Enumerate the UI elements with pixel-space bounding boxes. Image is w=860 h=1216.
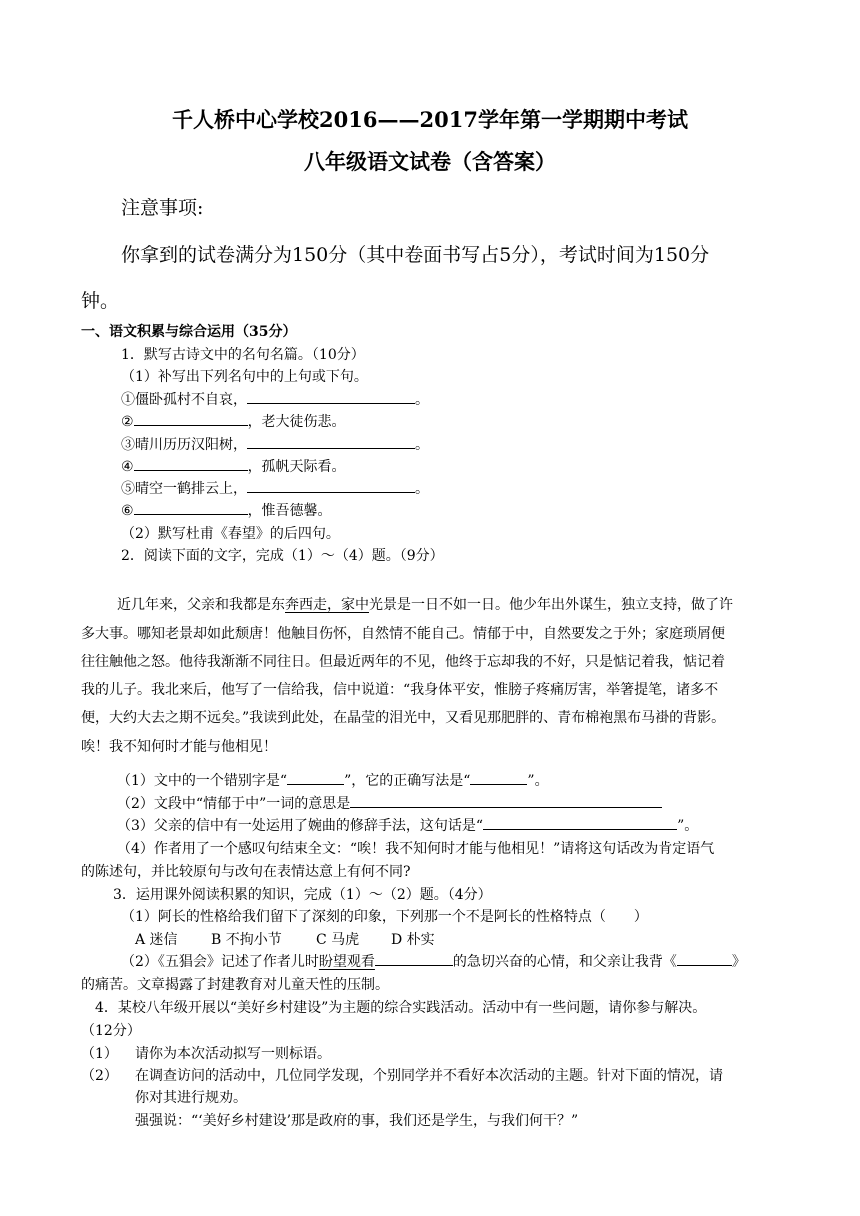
sub-question [117, 770, 549, 790]
notice-heading: 注意事项: [121, 197, 204, 219]
passage-line: 往往触他之怒。他待我渐渐不同往日。但最近两年的不见，他终于忘却我的不好，只是惦记着我，惦记着 [81, 654, 725, 670]
passage-line: 便，大约大去之期不远矣。”我读到此处，在晶莹的泪光中，又看见那肥胖的、青布棉袍黑布马褂的背影。 [81, 710, 726, 726]
answer-blank[interactable] [483, 815, 677, 830]
sub-question: 请你为本次活动拟写一则标语。 [135, 1046, 331, 1062]
question-text: （2）文段中“情郁于中”一词的意思是 [117, 796, 351, 812]
section-heading: 一、语文积累与综合运用（35分） [81, 324, 297, 340]
passage-line: 多大事。哪知老景却如此颓唐！他触目伤怀，自然情不能自己。情郁于中，自然要发之于外；家庭琐屑便 [81, 626, 725, 642]
underlined-text: 盼望观看 [318, 954, 375, 970]
question-text: 的急切兴奋的心情，和父亲让我背《 [452, 954, 677, 970]
fill-line [121, 456, 346, 476]
option-b[interactable]: B 不拘小节 [211, 932, 282, 948]
fill-text: ⑤晴空一鹤排云上， [121, 481, 247, 497]
answer-blank[interactable] [247, 478, 415, 493]
fill-text: 。 [415, 437, 429, 453]
notice-line: 你拿到的试卷满分为150分（其中卷面书写占5分），考试时间为150分 [121, 244, 710, 266]
answer-blank[interactable] [677, 951, 732, 966]
exam-title: 千人桥中心学校2016——2017学年第一学期期中考试 [172, 107, 688, 132]
answer-blank[interactable] [247, 434, 415, 449]
passage-text: 近几年来，父亲和我都是东 [117, 597, 285, 613]
fill-text: 。 [415, 392, 429, 408]
fill-text: ⑥ [121, 503, 134, 519]
fill-text: ①僵卧孤村不自哀， [121, 392, 247, 408]
option-d[interactable]: D 朴实 [391, 932, 435, 948]
sub-question: 在调查访问的活动中，几位同学发现，个别同学并不看好本次活动的主题。针对下面的情况，请 [135, 1068, 723, 1084]
answer-blank[interactable] [134, 456, 248, 471]
answer-blank[interactable] [134, 500, 248, 515]
sub-question: 你对其进行规劝。 [135, 1090, 247, 1106]
question-text: ”。 [527, 773, 549, 789]
fill-line [121, 411, 346, 431]
question-title: 2．阅读下面的文字，完成（1）～（4）题。（9分） [121, 548, 444, 564]
fill-line [121, 478, 429, 498]
question-text: （3）父亲的信中有一处运用了婉曲的修辞手法，这句话是“ [117, 818, 484, 834]
fill-line [121, 434, 429, 454]
passage-text: 光景是一日不如一日。他少年出外谋生，独立支持，做了许 [369, 597, 733, 613]
question-text: ”，它的正确写法是“ [344, 773, 471, 789]
sub-question: 的痛苦。文章揭露了封建教育对儿童天性的压制。 [81, 977, 389, 993]
option-c[interactable]: C 马虎 [316, 932, 360, 948]
sub-number: （2） [81, 1068, 118, 1084]
sub-question: （4）作者用了一个感叹句结束全文：“唉！我不知何时才能与他相见！”请将这句话改为肯定语气 [117, 841, 715, 857]
fill-text: ② [121, 414, 134, 430]
answer-blank[interactable] [134, 411, 248, 426]
answer-blank[interactable] [287, 770, 344, 785]
sub-number: （1） [81, 1046, 118, 1062]
question-text: （1）文中的一个错别字是“ [117, 773, 288, 789]
option-a[interactable]: A 迷信 [135, 932, 178, 948]
question-title: 3．运用课外阅读积累的知识，完成（1）～（2）题。（4分） [113, 887, 492, 903]
sub-question [121, 951, 746, 971]
quote-line: 强强说：“‘美好乡村建设’那是政府的事，我们还是学生，与我们何干？” [135, 1113, 579, 1129]
fill-text: ，老大徒伤悲。 [247, 414, 346, 430]
question-sub: （1）补写出下列名句中的上句或下句。 [121, 369, 368, 385]
question-sub: （2）默写杜甫《春望》的后四句。 [121, 526, 340, 542]
fill-text: 。 [415, 481, 429, 497]
fill-line [121, 500, 332, 520]
sub-question [117, 815, 698, 835]
passage-line: 唉！我不知何时才能与他相见！ [81, 739, 277, 755]
sub-question [117, 793, 662, 813]
passage-line: 我的儿子。我北来后，他写了一信给我，信中说道：“我身体平安，惟膀子疼痛厉害，举箸提笔，诸多不 [81, 682, 719, 698]
notice-line: 钟。 [81, 290, 120, 312]
sub-question: 的陈述句，并比较原句与改句在表情达意上有何不同? [81, 864, 411, 880]
answer-blank[interactable] [470, 770, 527, 785]
question-title: 4．某校八年级开展以“美好乡村建设”为主题的综合实践活动。活动中有一些问题，请你参与解决。 [95, 1000, 707, 1016]
fill-text: ，惟吾德馨。 [247, 503, 332, 519]
exam-subtitle: 八年级语文试卷（含答案） [304, 149, 556, 174]
fill-text: ③晴川历历汉阳树， [121, 437, 247, 453]
answer-blank[interactable] [350, 793, 662, 808]
passage-underlined-text: 奔西走，家中 [285, 597, 369, 613]
fill-text: ④ [121, 459, 134, 475]
answer-blank[interactable] [375, 951, 453, 966]
question-text: （2）《五猖会》记述了作者儿时 [121, 954, 319, 970]
question-text: 》 [731, 954, 746, 970]
answer-blank[interactable] [247, 389, 415, 404]
question-title: 1．默写古诗文中的名句名篇。（10分） [121, 347, 365, 363]
question-text: ”。 [677, 818, 699, 834]
fill-text: ，孤帆天际看。 [247, 459, 346, 475]
fill-line [121, 389, 429, 409]
passage-line [117, 594, 733, 614]
question-score: （12分） [81, 1023, 141, 1039]
sub-question: （1）阿长的性格给我们留下了深刻的印象，下列那一个不是阿长的性格特点（ ） [121, 909, 648, 925]
